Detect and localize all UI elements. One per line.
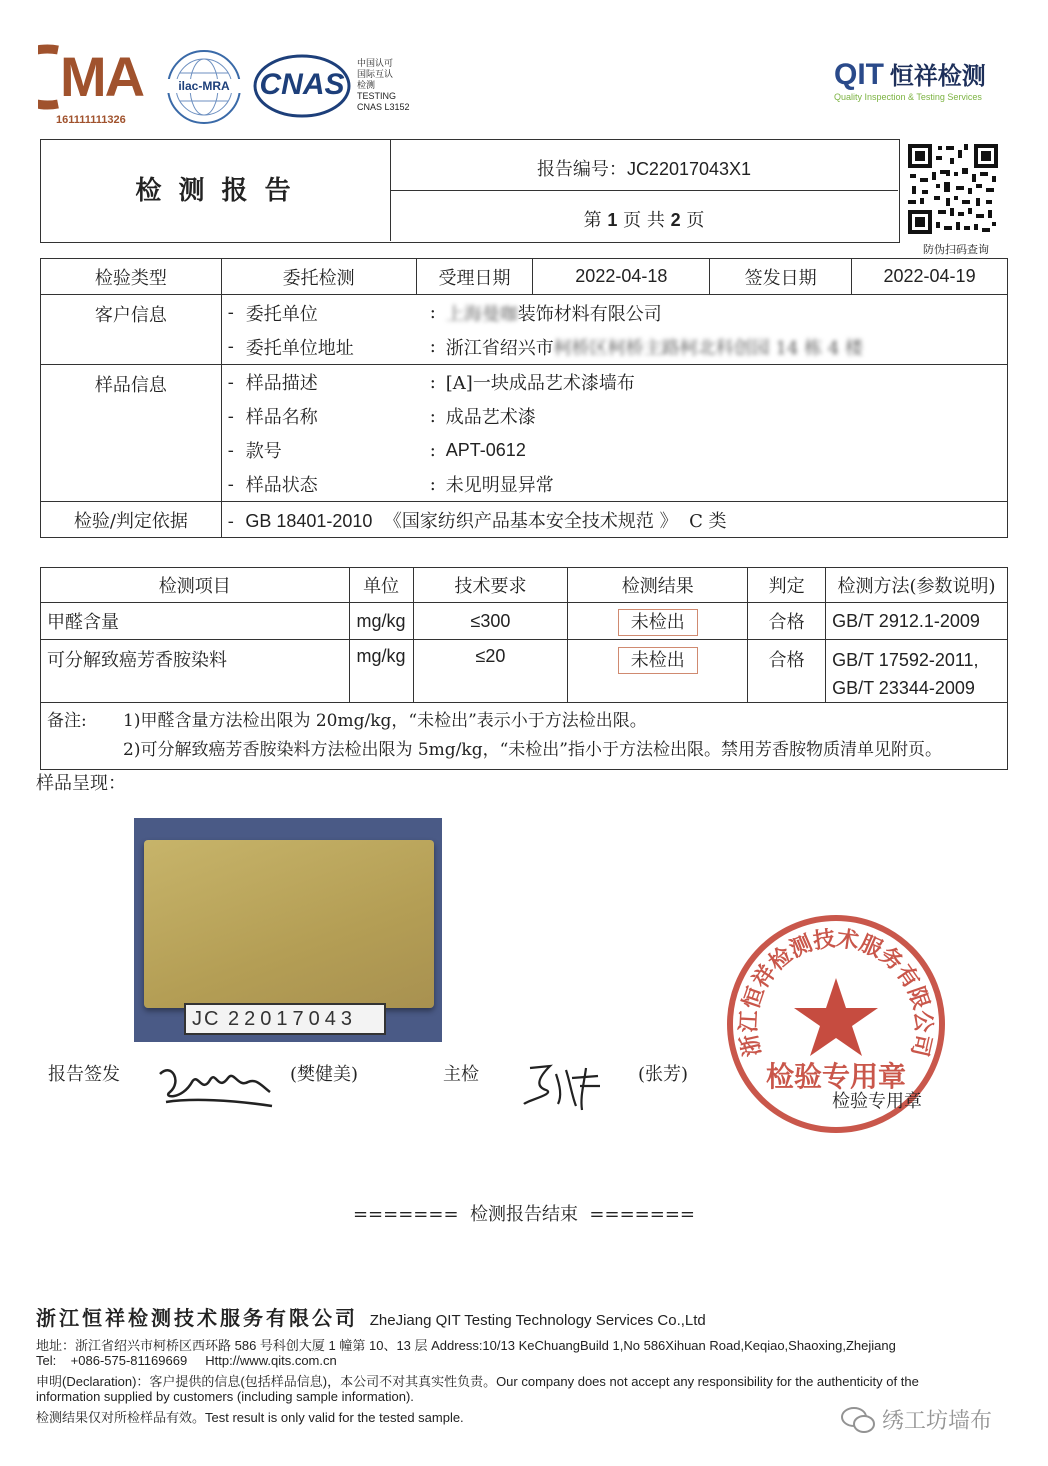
table-row <box>41 640 1008 703</box>
basis-label: 检验/判定依据 <box>41 502 222 538</box>
page-mid: 页 共 <box>623 210 665 231</box>
info-table <box>40 258 1008 538</box>
client-details <box>221 295 1007 365</box>
report-number: JC22017043X1 <box>626 159 752 179</box>
cma-number: 161111111326 <box>56 114 126 126</box>
watermark <box>840 1404 992 1435</box>
page-total: 2 <box>670 210 681 230</box>
cnas-mark: CNAS <box>259 68 345 101</box>
footer-company-en: ZheJiang QIT Testing Technology Services Co.,Ltd <box>369 1312 706 1329</box>
page-suffix: 页 <box>686 210 705 231</box>
issuer-name: (樊健美) <box>290 1064 359 1085</box>
inspector-signature-icon <box>520 1056 604 1112</box>
col-header-unit: 单位 <box>349 568 413 603</box>
qr-code[interactable] <box>906 142 1000 236</box>
wechat-icon <box>840 1405 876 1435</box>
ilac-logo <box>162 48 246 126</box>
footer-company <box>36 1302 706 1331</box>
sample-value: APT-0612 <box>445 439 526 460</box>
result-method: GB/T 2912.1-2009 <box>826 603 1008 640</box>
sample-photo-label: 样品呈现： <box>36 773 126 794</box>
info-row-client <box>41 295 1008 365</box>
sample-photo <box>134 818 442 1042</box>
col-header-method: 检测方法(参数说明) <box>826 568 1008 603</box>
col-header-requirement: 技术要求 <box>413 568 568 603</box>
basis-standard: GB 18401-2010 <box>245 510 373 531</box>
result-judgement: 合格 <box>748 603 826 640</box>
page-indicator <box>390 206 898 232</box>
sample-value: [A]一块成品艺术漆墙布 <box>445 373 635 394</box>
footer-declaration-1: 申明(Declaration)：客户提供的信息(包括样品信息)，本公司不对其真实性负责。Our company does not accept any responsibility for the authenticity of the <box>36 1374 919 1389</box>
sample-details <box>221 365 1007 502</box>
stamp-center-text: 检验专用章 <box>765 1060 907 1093</box>
info-row-type <box>41 259 1008 295</box>
header-split <box>390 190 898 191</box>
received-date-label: 受理日期 <box>416 259 533 295</box>
results-header-row <box>41 568 1008 603</box>
issuer-label: 报告签发 <box>48 1064 120 1085</box>
qit-logo <box>834 56 1014 102</box>
result-requirement: ≤300 <box>413 603 568 640</box>
result-item: 甲醛含量 <box>41 603 350 640</box>
sample-label: 样品信息 <box>41 365 222 502</box>
inspection-type-label: 检验类型 <box>41 259 222 295</box>
result-value: 未检出 <box>618 609 698 636</box>
footer-declaration-2: information supplied by customers (including sample information). <box>36 1389 414 1404</box>
client-value <box>446 300 662 326</box>
issuer-signature-icon <box>152 1052 278 1112</box>
page-prefix: 第 <box>583 210 602 231</box>
fabric-swatch <box>144 840 434 1008</box>
basis-class: C 类 <box>689 510 727 532</box>
qr-caption: 防伪扫码查询 <box>923 243 989 256</box>
ilac-label: ilac-MRA <box>166 79 242 93</box>
client-name-redacted: 上海曼咖 <box>445 303 518 325</box>
footer-validity: 检测结果仅对所检样品有效。Test result is only valid for the tested sample. <box>36 1410 464 1425</box>
result-unit: mg/kg <box>349 603 413 640</box>
result-unit: mg/kg <box>349 640 413 703</box>
footer-address: 地址：浙江省绍兴市柯桥区西环路 586 号科创大厦 1 幢第 10、13 层 Address:10/13 KeChuangBuild 1,No 586Xihuan Road,Keqiao,Shaoxing,Zhejiang <box>36 1338 896 1353</box>
result-value-cell <box>568 640 748 703</box>
cnas-line: 国际互认 <box>357 69 394 79</box>
note-2: 2)可分解致癌芳香胺染料方法检出限为 5mg/kg，“未检出”指小于方法检出限。禁用芳香胺物质清单见附页。 <box>123 740 942 760</box>
note-line <box>47 707 1001 736</box>
result-value-cell <box>568 603 748 640</box>
footer-tel: Tel: +086-575-81169669 Http://www.qits.com.cn <box>36 1353 337 1368</box>
sample-row: - 样品名称 : 成品艺术漆 <box>228 399 1007 433</box>
client-address-clear: 浙江省绍兴市 <box>445 337 554 359</box>
basis-value: - GB 18401-2010 《国家纺织产品基本安全技术规范 》 C 类 <box>221 502 1007 538</box>
cnas-line: 检测 <box>357 80 376 90</box>
info-row-sample <box>41 365 1008 502</box>
client-address-redacted: 柯桥区柯桥主路柯北科创园 14 栋 4 楼 <box>553 337 864 359</box>
note-line <box>47 736 1001 765</box>
qit-brand: QIT <box>834 58 884 91</box>
sample-value: 成品艺术漆 <box>445 407 536 428</box>
end-marker: ======= 检测报告结束 ======= <box>352 1204 696 1225</box>
sample-tag-number: 22017043 <box>228 1008 357 1030</box>
footer-company-cn: 浙江恒祥检测技术服务有限公司 <box>36 1306 358 1330</box>
sample-tag-prefix: JC <box>192 1008 221 1030</box>
result-method-line: GB/T 23344-2009 <box>832 678 975 698</box>
client-row: - 委托单位地址 : 浙江省绍兴市柯桥区柯桥主路柯北科创园 14 栋 4 楼 <box>228 330 1007 364</box>
page-current: 1 <box>607 210 618 230</box>
result-item: 可分解致癌芳香胺染料 <box>41 640 350 703</box>
watermark-text: 绣工坊墙布 <box>882 1409 993 1434</box>
info-row-basis <box>41 502 1008 538</box>
sample-key: 样品描述 <box>245 373 318 394</box>
cma-mark: MA <box>60 45 144 108</box>
qit-tagline: Quality Inspection & Testing Services <box>834 92 982 102</box>
qit-brand-cn: 恒祥检测 <box>889 63 986 90</box>
client-key: 委托单位 <box>245 303 318 325</box>
client-value <box>446 334 863 360</box>
sample-key: 样品状态 <box>245 475 318 496</box>
report-title: 检 测 报 告 <box>135 176 295 206</box>
client-key: 委托单位地址 <box>245 337 354 359</box>
result-method-line: GB/T 17592-2011, <box>832 650 979 670</box>
result-value: 未检出 <box>618 647 698 674</box>
report-number-line <box>390 155 898 181</box>
cma-logo <box>38 42 156 128</box>
notes-label: 备注: <box>47 711 87 731</box>
cnas-logo <box>252 54 352 118</box>
col-header-judgement: 判定 <box>748 568 826 603</box>
issued-date: 2022-04-19 <box>852 259 1008 295</box>
inspector-label: 主检 <box>443 1064 479 1085</box>
cnas-line: TESTING <box>357 91 397 101</box>
col-header-result: 检测结果 <box>568 568 748 603</box>
cnas-line: CNAS L3152 <box>357 102 410 112</box>
client-label: 客户信息 <box>41 295 222 365</box>
sample-row: - 样品状态 : 未见明显异常 <box>228 467 1007 501</box>
client-row: - 委托单位 : 上海曼咖装饰材料有限公司 <box>228 296 1007 330</box>
col-header-item: 检测项目 <box>41 568 350 603</box>
result-requirement: ≤20 <box>413 640 568 703</box>
issued-date-label: 签发日期 <box>710 259 852 295</box>
received-date: 2022-04-18 <box>533 259 710 295</box>
report-number-label: 报告编号： <box>536 159 627 180</box>
stamp-caption: 检验专用章 <box>832 1091 922 1112</box>
note-1: 1)甲醛含量方法检出限为 20mg/kg，“未检出”表示小于方法检出限。 <box>123 711 647 731</box>
cnas-line: 中国认可 <box>357 58 394 68</box>
sample-row: - 样品描述 : [A]一块成品艺术漆墙布 <box>228 365 1007 399</box>
result-judgement: 合格 <box>748 640 826 703</box>
sample-row: - 款号 : APT-0612 <box>228 433 1007 467</box>
inspector-name: (张芳) <box>638 1064 689 1085</box>
cnas-caption <box>357 58 410 113</box>
basis-name: 《国家纺织产品基本安全技术规范 》 <box>383 510 678 532</box>
client-name-tail: 装饰材料有限公司 <box>517 303 662 325</box>
inspection-type: 委托检测 <box>221 259 416 295</box>
sample-tag <box>184 1003 386 1035</box>
sample-key: 样品名称 <box>245 407 318 428</box>
results-table <box>40 567 1008 770</box>
stamp-ring-text: 浙江恒祥检测技术服务有限公司 <box>735 925 937 1059</box>
table-row <box>41 603 1008 640</box>
result-method <box>826 640 1008 703</box>
sample-value: 未见明显异常 <box>445 475 554 496</box>
qr-code-icon <box>906 142 1000 236</box>
notes-cell <box>41 703 1008 770</box>
notes-row <box>41 703 1008 770</box>
sample-key: 款号 <box>245 441 282 462</box>
